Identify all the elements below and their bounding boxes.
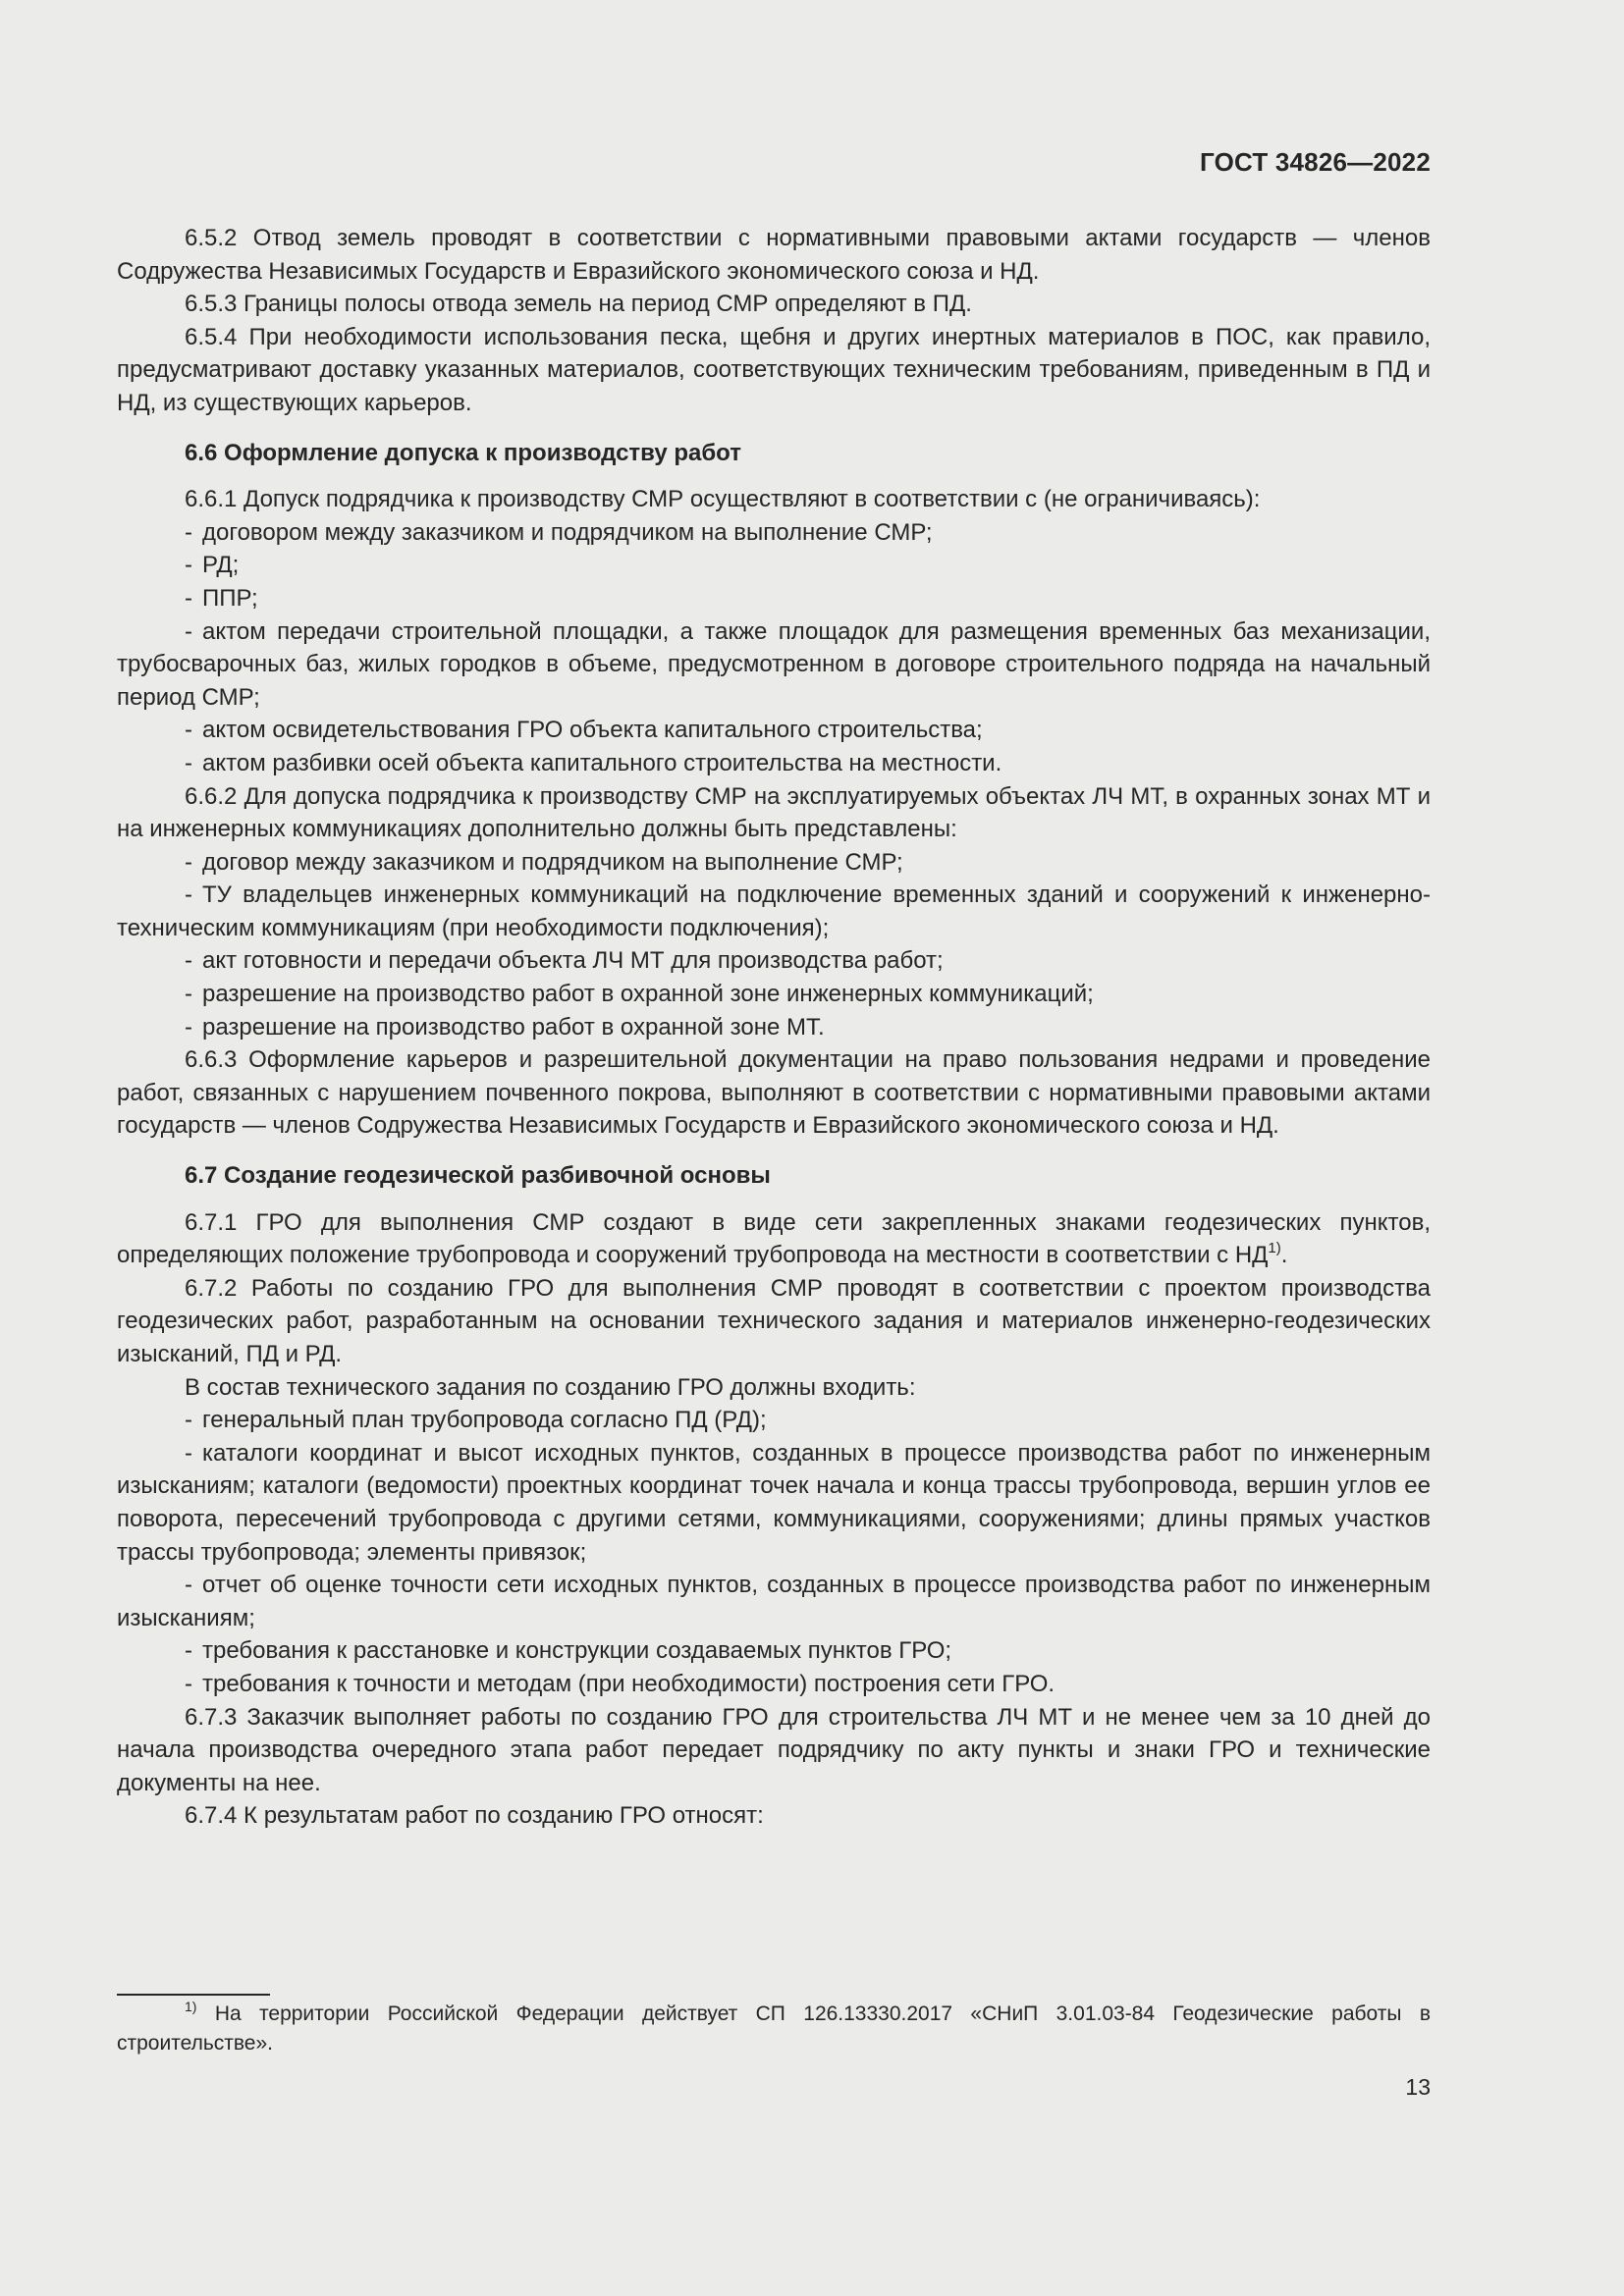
footnote-reference: 1) — [1268, 1240, 1281, 1257]
paragraph-6-7-1: 6.7.1 ГРО для выполнения СМР создают в виде сети закрепленных знаками геодезических пунктов, определяющих положение трубопровода и сооружений трубопровода на местности в соответствии с НД$^{1)}$. — [117, 1208, 1431, 1269]
list-item: - актом освидетельствования ГРО объекта капитального строительства; — [185, 717, 983, 744]
paragraph-6-5-3: 6.5.3 Границы полосы отвода земель на период СМР определяют в ПД. — [185, 291, 972, 318]
list-item: - разрешение на производство работ в охранной зоне инженерных коммуникаций; — [185, 981, 1094, 1008]
list-item: - актом разбивки осей объекта капитального строительства на местности. — [185, 749, 1002, 776]
list-item: - разрешение на производство работ в охранной зоне МТ. — [185, 1013, 825, 1041]
list-item: - акт готовности и передачи объекта ЛЧ МТ для производства работ; — [185, 947, 944, 975]
paragraph-6-6-3: 6.6.3 Оформление карьеров и разрешительной документации на право пользования недрами и проведение работ, связанных с нарушением почвенного покрова, выполняют в соответствии с нормативными правовыми актами государств — членов Содружества Независимых Государств и Евразийского экономического союза и НД. — [117, 1046, 1431, 1140]
list-item: - ТУ владельцев инженерных коммуникаций на подключение временных зданий и сооружений к инженерно-техническим коммуникациям (при необходимости подключения); — [117, 881, 1431, 941]
page-number: 13 — [1405, 2074, 1431, 2100]
list-item: - генеральный план трубопровода согласно ПД (РД); — [185, 1407, 767, 1434]
list-item: - договор между заказчиком и подрядчиком на выполнение СМР; — [185, 848, 903, 876]
list-item: - ППР; — [185, 584, 258, 612]
list-item: - РД; — [185, 552, 240, 579]
list-item: - каталоги координат и высот исходных пунктов, созданных в процессе производства работ по инженерным изысканиям; каталоги (ведомости) проектных координат точек начала и конца трассы трубопровода, вершин углов ее поворота, пересечений трубопровода с другими сетями, коммуникациями, сооружениями; длины прямых участков трассы трубопровода; элементы привязок; — [117, 1439, 1431, 1566]
section-heading-6-7: 6.7 Создание геодезической разбивочной основы — [185, 1162, 771, 1190]
paragraph-6-6-1: 6.6.1 Допуск подрядчика к производству СМР осуществляют в соответствии с (не ограничиваясь): — [185, 486, 1261, 513]
list-item: - актом передачи строительной площадки, а также площадок для размещения временных баз механизации, трубосварочных баз, жилых городков в объеме, предусмотренном в договоре строительного подряда на начальный период СМР; — [117, 617, 1431, 711]
paragraph-6-7-4: 6.7.4 К результатам работ по созданию ГРО относят: — [185, 1802, 764, 1830]
paragraph-6-5-4: 6.5.4 При необходимости использования песка, щебня и других инертных материалов в ПОС, как правило, предусматривают доставку указанных материалов, соответствующих техническим требованиям, приведенным в ПД и НД, из существующих карьеров. — [117, 323, 1431, 416]
footnote-text: На территории Российской Федерации действует СП 126.13330.2017 «СНиП 3.01.03-84 Геодезические работы в строительстве». — [117, 2002, 1431, 2055]
footnote-divider — [117, 1994, 270, 1996]
paragraph-6-5-2: 6.5.2 Отвод земель проводят в соответствии с нормативными правовыми актами государств — членов Содружества Независимых Государств и Евразийского экономического союза и НД. — [117, 225, 1431, 285]
list-item: - требования к точности и методам (при необходимости) построения сети ГРО. — [185, 1670, 1056, 1697]
list-item: - требования к расстановке и конструкции создаваемых пунктов ГРО; — [185, 1637, 952, 1665]
paragraph-6-7-2: 6.7.2 Работы по созданию ГРО для выполнения СМР проводят в соответствии с проектом производства геодезических работ, разработанным на основании технического задания и материалов инженерно-геодезических изысканий, ПД и РД. — [117, 1274, 1431, 1367]
paragraph-6-7-3: 6.7.3 Заказчик выполняет работы по созданию ГРО для строительства ЛЧ МТ и не менее чем за 10 дней до начала производства очередного этапа работ передает подрядчику по акту пункты и знаки ГРО и технические документы на нее. — [117, 1703, 1431, 1796]
list-item: - договором между заказчиком и подрядчиком на выполнение СМР; — [185, 518, 933, 546]
main-text — [117, 222, 1431, 1833]
footnote — [117, 2000, 1431, 2058]
paragraph-6-6-2: 6.6.2 Для допуска подрядчика к производству СМР на эксплуатируемых объектах ЛЧ МТ, в охранных зонах МТ и на инженерных коммуникациях дополнительно должны быть представлены: — [117, 782, 1431, 843]
section-heading-6-6: 6.6 Оформление допуска к производству работ — [185, 439, 741, 466]
paragraph-6-7-2-intro: В состав технического задания по созданию ГРО должны входить: — [185, 1373, 916, 1401]
footnote-marker: 1) — [185, 1999, 197, 2014]
document-id: ГОСТ 34826—2022 — [1200, 147, 1431, 177]
list-item: - отчет об оценке точности сети исходных пунктов, созданных в процессе производства работ по инженерным изысканиям; — [117, 1572, 1431, 1631]
